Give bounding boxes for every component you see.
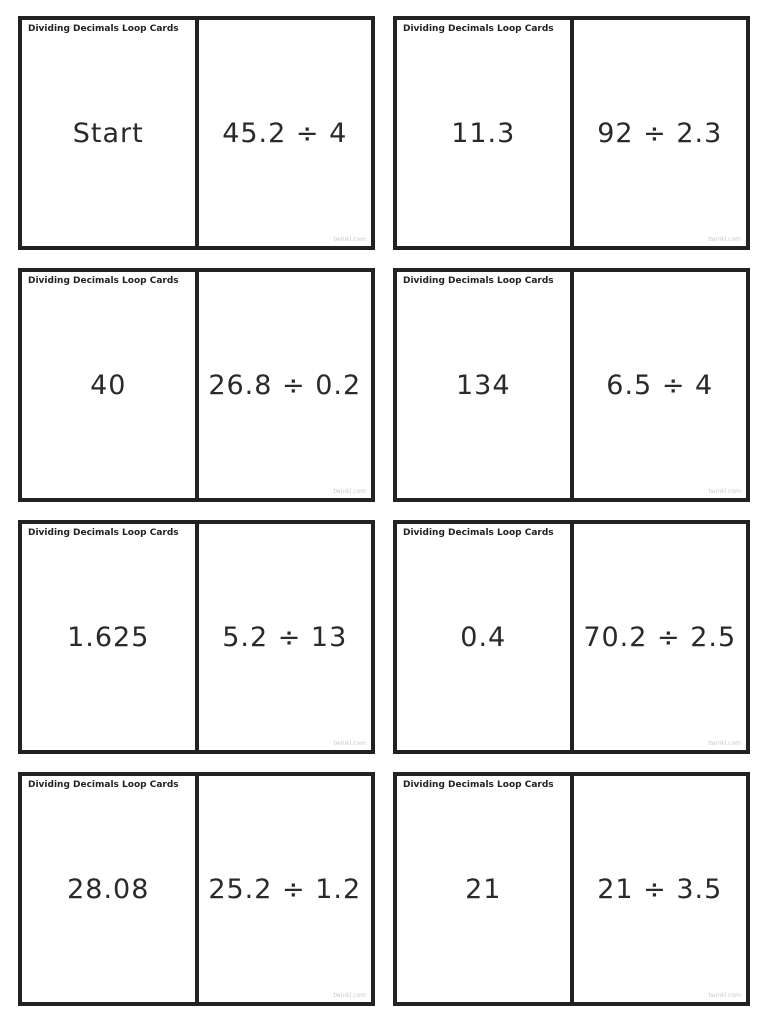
card-title: Dividing Decimals Loop Cards	[403, 24, 554, 34]
card-title: Dividing Decimals Loop Cards	[28, 276, 179, 286]
answer-text: 0.4	[460, 621, 507, 653]
loop-card	[393, 520, 750, 754]
loop-card	[393, 268, 750, 502]
card-title: Dividing Decimals Loop Cards	[403, 780, 554, 790]
watermark: twinkl.com	[333, 488, 366, 495]
answer-text: Start	[72, 117, 144, 149]
watermark: twinkl.com	[333, 992, 366, 999]
answer-panel	[22, 20, 199, 246]
answer-panel	[397, 524, 574, 750]
card-title: Dividing Decimals Loop Cards	[403, 276, 554, 286]
card-title: Dividing Decimals Loop Cards	[28, 780, 179, 790]
loop-card	[18, 268, 375, 502]
question-text: 6.5 ÷ 4	[606, 369, 714, 401]
watermark: twinkl.com	[333, 740, 366, 747]
loop-card	[18, 16, 375, 250]
question-text: 5.2 ÷ 13	[222, 621, 348, 653]
answer-text: 28.08	[67, 873, 150, 905]
question-text: 25.2 ÷ 1.2	[208, 873, 362, 905]
question-panel	[574, 776, 747, 1002]
watermark: twinkl.com	[708, 992, 741, 999]
card-title: Dividing Decimals Loop Cards	[28, 528, 179, 538]
loop-card	[18, 520, 375, 754]
question-text: 92 ÷ 2.3	[597, 117, 723, 149]
question-text: 45.2 ÷ 4	[222, 117, 348, 149]
question-panel	[574, 20, 747, 246]
answer-panel	[22, 524, 199, 750]
loop-card	[393, 16, 750, 250]
answer-text: 1.625	[67, 621, 150, 653]
question-panel	[574, 524, 747, 750]
loop-card	[18, 772, 375, 1006]
question-panel	[199, 20, 372, 246]
question-panel	[199, 524, 372, 750]
watermark: twinkl.com	[333, 236, 366, 243]
question-text: 70.2 ÷ 2.5	[583, 621, 737, 653]
answer-text: 40	[90, 369, 127, 401]
question-panel	[574, 272, 747, 498]
card-title: Dividing Decimals Loop Cards	[403, 528, 554, 538]
question-panel	[199, 776, 372, 1002]
card-title: Dividing Decimals Loop Cards	[28, 24, 179, 34]
question-panel	[199, 272, 372, 498]
loop-card	[393, 772, 750, 1006]
answer-text: 134	[455, 369, 511, 401]
watermark: twinkl.com	[708, 740, 741, 747]
watermark: twinkl.com	[708, 488, 741, 495]
question-text: 26.8 ÷ 0.2	[208, 369, 362, 401]
answer-text: 11.3	[451, 117, 516, 149]
watermark: twinkl.com	[708, 236, 741, 243]
answer-panel	[397, 776, 574, 1002]
answer-text: 21	[465, 873, 502, 905]
question-text: 21 ÷ 3.5	[597, 873, 723, 905]
answer-panel	[397, 20, 574, 246]
answer-panel	[22, 776, 199, 1002]
answer-panel	[397, 272, 574, 498]
answer-panel	[22, 272, 199, 498]
